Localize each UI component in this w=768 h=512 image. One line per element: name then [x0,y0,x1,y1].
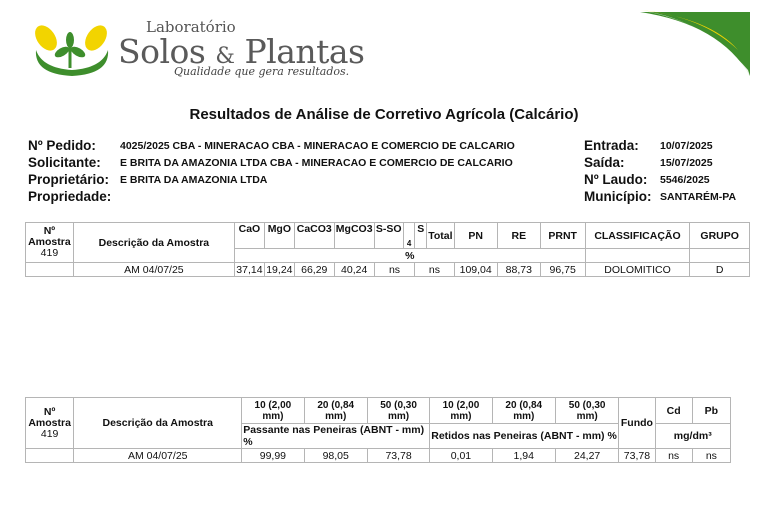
col-cao: CaO [234,223,264,249]
col-retidos-20: 20 (0,84 mm) [492,398,555,424]
col-prnt: PRNT [540,223,585,249]
proprietario-label: Proprietário: [28,172,110,187]
logo-lab-text: Laboratório [146,18,236,36]
info-row-solicitante [28,155,748,172]
cell-mgo: 19,24 [266,263,293,276]
table-row [26,263,750,277]
table2-descricao-header: Descrição da Amostra [74,398,242,449]
table1-unit-percent: % [234,249,585,263]
cell-passante-50: 73,78 [367,449,429,463]
cell-retidos-20: 1,94 [492,449,555,463]
cell-s-total: ns [415,263,454,277]
col-retidos-50: 50 (0,30 mm) [555,398,618,424]
cell-pb: ns [692,449,730,463]
cell-grupo: D [690,263,750,277]
table2-amostra-header [26,398,74,449]
saida-label: Saída: [584,155,625,170]
laudo-label: Nº Laudo: [584,172,648,187]
table2-header-row [26,398,731,424]
logo-name-part2: Plantas [244,32,365,71]
cell-cd: ns [655,449,692,463]
col-passante-10: 10 (2,00 mm) [242,398,304,424]
col-so4-subscript: 4 [403,223,415,249]
table-row [26,449,731,463]
cell-cao: 37,14 [236,263,263,276]
col-fundo: Fundo [619,398,655,449]
solicitante-label: Solicitante: [28,155,101,170]
propriedade-label: Propriedade: [28,189,112,204]
col-re: RE [497,223,540,249]
info-row-propriedade [28,189,748,206]
table2-unit: mg/dm³ [655,424,730,449]
passante-group-label: Passante nas Peneiras (ABNT - mm) % [242,424,430,449]
col-s: S [415,223,427,249]
cell-caco3: 66,29 [294,263,334,277]
cell-fundo: 73,78 [619,449,655,463]
table1-amostra-label: Nº Amostra [28,225,71,248]
municipio-value: SANTARÉM-PA [660,191,737,203]
table2-amostra-number: 419 [40,427,59,440]
cell-retidos-50: 24,27 [555,449,618,463]
col-pb: Pb [692,398,730,424]
pedido-value: 4025/2025 CBA - MINERACAO CBA - MINERACAO E COMERCIO DE CALCARIO [120,140,515,152]
col-s-total: Total [427,223,454,249]
logo-name-part1: Solos [118,32,206,71]
col-mgo: MgO [264,223,294,249]
info-row-pedido [28,138,748,155]
cell-classificacao: DOLOMITICO [585,263,690,277]
granulometry-table [25,397,731,463]
table2-row-descricao: AM 04/07/25 [74,449,242,463]
col-pn: PN [454,223,497,249]
col-classificacao: CLASSIFICAÇÃO [585,223,690,249]
laudo-value: 5546/2025 [660,174,710,186]
logo-tagline: Qualidade que gera resultados. [174,65,350,78]
saida-value: 15/07/2025 [660,157,713,169]
plant-logo-icon [30,16,114,80]
table1-row-amostra [26,263,74,277]
col-mgco3: MgCO3 [334,223,374,249]
corner-stripes-decoration [640,10,750,76]
col-passante-50: 50 (0,30 mm) [367,398,429,424]
table1-amostra-number: 419 [40,247,59,259]
table1-header-row [26,223,750,249]
cell-passante-20: 98,05 [304,449,367,463]
table1-amostra-header [26,223,74,263]
cell-mgco3: 40,24 [334,263,374,277]
col-passante-20: 20 (0,84 mm) [304,398,367,424]
cell-retidos-10: 0,01 [430,449,492,463]
cell-re: 88,73 [497,263,540,277]
col-cd: Cd [655,398,692,424]
table2-amostra-label: Nº Amostra [28,405,71,429]
table1-row-descricao: AM 04/07/25 [73,263,234,277]
entrada-value: 10/07/2025 [660,140,713,152]
municipio-label: Município: [584,189,652,204]
table1-unit-blank-1 [585,249,690,263]
entrada-label: Entrada: [584,138,639,153]
cell-pn: 109,04 [454,263,497,277]
table1-descricao-header: Descrição da Amostra [73,223,234,263]
report-info [28,138,748,206]
cell-prnt: 96,75 [540,263,585,277]
retidos-group-label: Retidos nas Peneiras (ABNT - mm) % [430,424,619,449]
table1-unit-blank-2 [690,249,750,263]
col-s-so: S-SO [374,223,403,249]
info-row-proprietario [28,172,748,189]
lab-logo [30,12,365,82]
proprietario-value: E BRITA DA AMAZONIA LTDA [120,174,268,186]
logo-amp: & [215,44,235,69]
page-title: Resultados de Análise de Corretivo Agrícola (Calcário) [189,106,579,123]
chemical-analysis-table [25,222,750,277]
col-grupo: GRUPO [690,223,750,249]
col-retidos-10: 10 (2,00 mm) [430,398,492,424]
table2-row-amostra [26,449,74,463]
solicitante-value: E BRITA DA AMAZONIA LTDA CBA - MINERACAO E COMERCIO DE CALCARIO [120,157,513,169]
col-caco3: CaCO3 [294,223,334,249]
cell-s-so4: ns [374,263,415,277]
cell-passante-10: 99,99 [242,449,304,463]
pedido-label: Nº Pedido: [28,138,96,153]
